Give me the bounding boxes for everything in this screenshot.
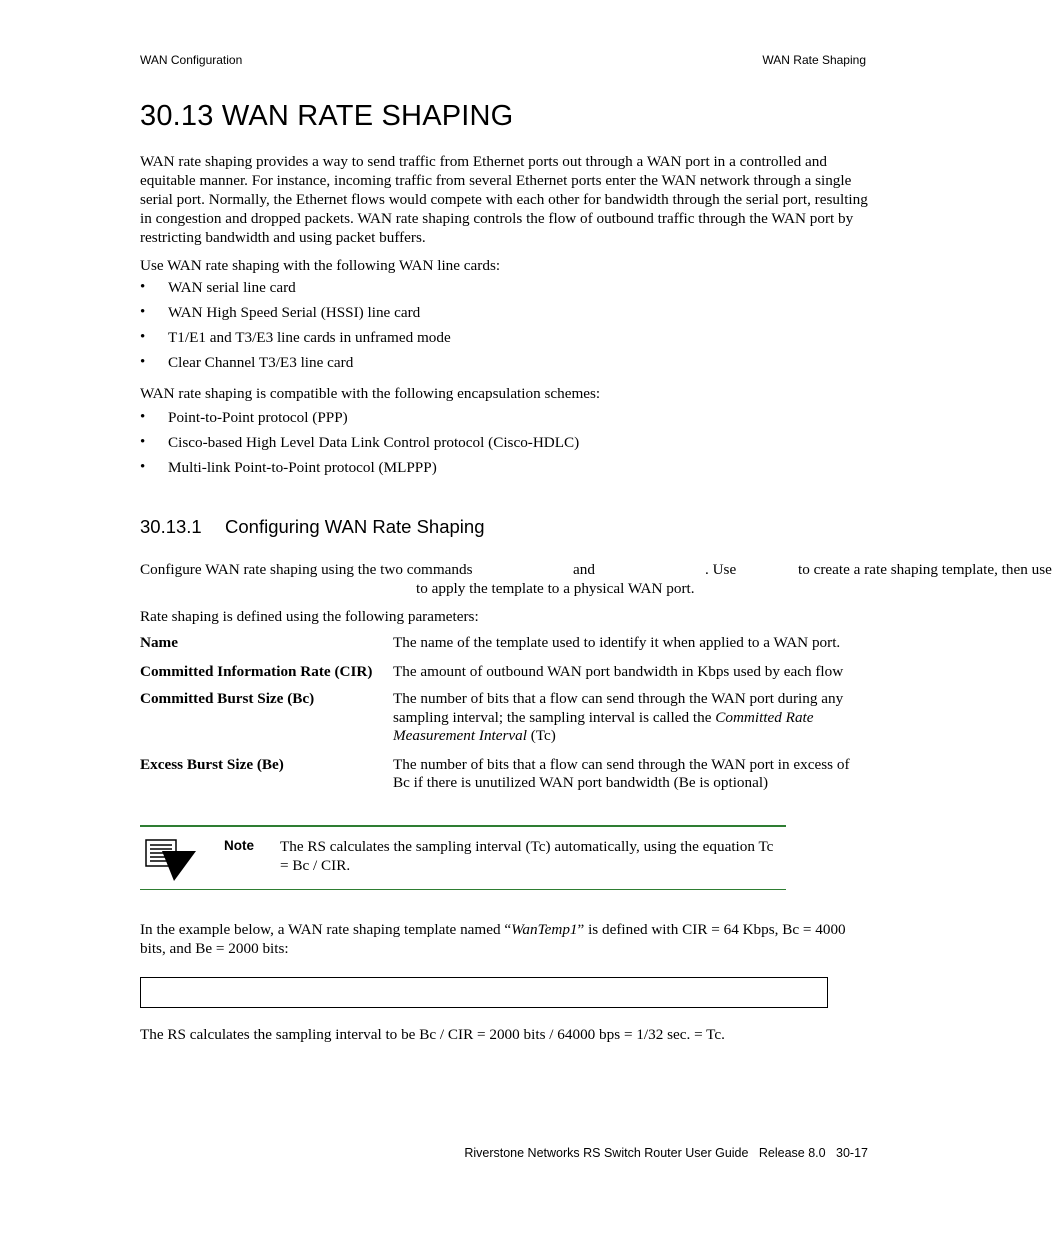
intro-paragraph: WAN rate shaping provides a way to send traffic from Ethernet ports out through a WAN port in a controlled and equitable manner. For instance, incoming traffic from several Ethernet ports enter the WAN network through a single serial port. Normally, the Ethernet flows would compete with each other for bandwidth through the serial port, resulting in congestion and dropped packets. WAN rate shaping controls the flow of outbound traffic through the WAN port by restricting bandwidth and using packet buffers.	[140, 153, 868, 246]
example-paragraph: In the example below, a WAN rate shaping template named “WanTemp1” is defined with CIR = 64 Kbps, Bc = 4000 bits, and Be = 2000 bits:	[140, 921, 846, 957]
param-row-cir: Committed Information Rate (CIR) The amount of outbound WAN port bandwidth in Kbps used by each flow	[140, 662, 844, 680]
list-item: • Clear Channel T3/E3 line card	[140, 354, 354, 371]
list-item: • T1/E1 and T3/E3 line cards in unframed mode	[140, 329, 451, 346]
parameters-list	[140, 634, 868, 793]
bullet-icon: •	[140, 304, 146, 320]
note-box	[140, 825, 786, 890]
running-header-left: WAN Configuration	[140, 53, 243, 67]
note-icon	[142, 837, 198, 883]
bullet-icon: •	[140, 434, 146, 450]
list-item: • WAN serial line card	[140, 279, 296, 296]
list-item: • WAN High Speed Serial (HSSI) line card	[140, 304, 421, 321]
code-example-box	[140, 977, 828, 1008]
bullet-icon: •	[140, 409, 146, 425]
list-item: • Multi-link Point-to-Point protocol (MLPPP)	[140, 459, 437, 476]
section-title: 30.13 WAN RATE SHAPING	[140, 100, 514, 132]
subsection-heading	[140, 516, 484, 538]
configure-paragraph: Configure WAN rate shaping using the two commands and . Use to create a rate shaping template, then use	[140, 561, 1052, 578]
footer-release: Release 8.0	[758, 1146, 826, 1160]
running-header-right: WAN Rate Shaping	[762, 53, 866, 67]
line-cards-list	[140, 278, 451, 378]
param-row-be: Excess Burst Size (Be) The number of bits that a flow can send through the WAN port in excess of Bc if there is unutilized WAN port bandwidth (Be is optional)	[140, 755, 850, 791]
note-text: The RS calculates the sampling interval (Tc) automatically, using the equation Tc = Bc / CIR.	[280, 838, 774, 874]
encap-intro: WAN rate shaping is compatible with the following encapsulation schemes:	[140, 385, 601, 402]
configure-part5: to apply the template to a physical WAN port.	[416, 580, 695, 597]
param-row-name: Name The name of the template used to identify it when applied to a WAN port.	[140, 634, 841, 651]
encap-list	[140, 408, 579, 483]
line-cards-intro: Use WAN rate shaping with the following WAN line cards:	[140, 257, 501, 274]
bullet-icon: •	[140, 354, 146, 370]
param-row-bc: Committed Burst Size (Bc) The number of bits that a flow can send through the WAN port during any sampling interval; the sampling interval is called the Committed Rate Measurement Interval (Tc)	[140, 690, 844, 744]
subsection-number: 30.13.1	[140, 516, 202, 537]
template-name: WanTemp1	[511, 921, 578, 938]
params-intro: Rate shaping is defined using the following parameters:	[140, 608, 479, 625]
bullet-icon: •	[140, 279, 146, 295]
page-footer	[464, 1146, 868, 1160]
bullet-icon: •	[140, 459, 146, 475]
subsection-title: Configuring WAN Rate Shaping	[225, 516, 485, 537]
result-paragraph: The RS calculates the sampling interval to be Bc / CIR = 2000 bits / 64000 bps = 1/32 sec. = Tc.	[140, 1026, 725, 1043]
footer-guide-title: Riverstone Networks RS Switch Router User Guide	[464, 1146, 749, 1160]
list-item: • Cisco-based High Level Data Link Control protocol (Cisco-HDLC)	[140, 434, 580, 451]
list-item: • Point-to-Point protocol (PPP)	[140, 409, 348, 426]
note-label: Note	[224, 838, 254, 853]
bullet-icon: •	[140, 329, 146, 345]
page-number: 30-17	[836, 1146, 868, 1160]
